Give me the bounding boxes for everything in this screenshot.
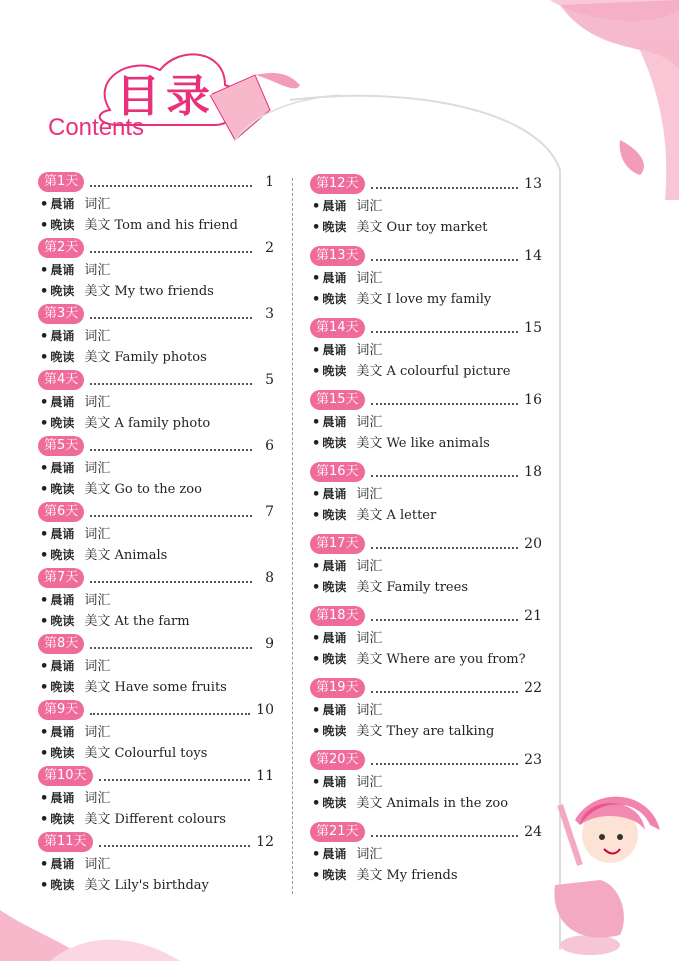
- morning-line: • 晨诵 词汇: [312, 199, 383, 214]
- dot-leader: [371, 473, 519, 477]
- essay-title: A family photo: [114, 416, 211, 431]
- essay-title: At the farm: [114, 614, 190, 629]
- evening-line: • 晚读 美文 Family photos: [40, 350, 207, 365]
- evening-line: • 晚读 美文 Go to the zoo: [40, 482, 202, 497]
- page-number: 10: [256, 702, 274, 718]
- morning-line: • 晨诵 词汇: [40, 659, 111, 674]
- toc-entry[interactable]: [38, 170, 274, 236]
- evening-line: • 晚读 美文 Different colours: [40, 812, 226, 827]
- dot-leader: [99, 777, 251, 781]
- toc-entry[interactable]: [38, 368, 274, 434]
- evening-line: • 晚读 美文 My friends: [312, 868, 458, 883]
- dot-leader: [371, 185, 519, 189]
- dot-leader: [371, 689, 519, 693]
- dot-leader: [90, 513, 252, 517]
- dot-leader: [90, 645, 252, 649]
- essay-title: Where are you from?: [386, 652, 526, 667]
- morning-line: • 晨诵 词汇: [40, 329, 111, 344]
- essay-title: We like animals: [386, 436, 490, 451]
- essay-title: Colourful toys: [114, 746, 208, 761]
- toc-entry[interactable]: [310, 172, 542, 238]
- evening-line: • 晚读 美文 Have some fruits: [40, 680, 227, 695]
- page-number: 7: [265, 504, 274, 520]
- dot-leader: [371, 545, 519, 549]
- page-number: 23: [524, 752, 542, 768]
- page-number: 9: [265, 636, 274, 652]
- toc-entry[interactable]: [38, 302, 274, 368]
- day-badge: 第13天: [310, 246, 365, 266]
- dot-leader: [90, 447, 252, 451]
- page-number: 11: [256, 768, 274, 784]
- evening-line: • 晚读 美文 Animals: [40, 548, 168, 563]
- morning-line: • 晨诵 词汇: [40, 857, 111, 872]
- toc-entry[interactable]: [310, 604, 542, 670]
- essay-title: Animals in the zoo: [386, 796, 509, 811]
- dot-leader: [371, 257, 519, 261]
- toc-entry[interactable]: [38, 566, 274, 632]
- page-number: 14: [524, 248, 542, 264]
- dot-leader: [371, 329, 519, 333]
- day-badge: 第8天: [38, 634, 84, 654]
- essay-title: Family photos: [114, 350, 207, 365]
- essay-title: My friends: [386, 868, 458, 883]
- morning-line: • 晨诵 词汇: [312, 775, 383, 790]
- toc-entry[interactable]: [38, 500, 274, 566]
- page-number: 16: [524, 392, 542, 408]
- girl-illustration: [520, 785, 679, 961]
- page-title-english: Contents: [48, 114, 145, 141]
- morning-line: • 晨诵 词汇: [40, 197, 111, 212]
- evening-line: • 晚读 美文 Tom and his friend: [40, 218, 238, 233]
- day-badge: 第21天: [310, 822, 365, 842]
- morning-line: • 晨诵 词汇: [40, 593, 111, 608]
- toc-entry[interactable]: [310, 676, 542, 742]
- toc-entry[interactable]: [310, 748, 542, 814]
- morning-line: • 晨诵 词汇: [40, 527, 111, 542]
- page-number: 18: [524, 464, 542, 480]
- essay-title: I love my family: [386, 292, 492, 307]
- day-badge: 第17天: [310, 534, 365, 554]
- page-number: 12: [256, 834, 274, 850]
- dot-leader: [99, 843, 251, 847]
- day-badge: 第9天: [38, 700, 84, 720]
- evening-line: • 晚读 美文 I love my family: [312, 292, 492, 307]
- day-badge: 第4天: [38, 370, 84, 390]
- day-badge: 第14天: [310, 318, 365, 338]
- essay-title: Family trees: [386, 580, 468, 595]
- page-number: 22: [524, 680, 542, 696]
- evening-line: • 晚读 美文 Our toy market: [312, 220, 488, 235]
- toc-entry[interactable]: [310, 388, 542, 454]
- toc-left-column: [38, 170, 274, 896]
- page-number: 6: [265, 438, 274, 454]
- essay-title: They are talking: [386, 724, 495, 739]
- morning-line: • 晨诵 词汇: [40, 263, 111, 278]
- day-badge: 第10天: [38, 766, 93, 786]
- morning-line: • 晨诵 词汇: [312, 703, 383, 718]
- dot-leader: [90, 381, 252, 385]
- dot-leader: [371, 761, 519, 765]
- morning-line: • 晨诵 词汇: [40, 461, 111, 476]
- evening-line: • 晚读 美文 At the farm: [40, 614, 190, 629]
- morning-line: • 晨诵 词汇: [312, 631, 383, 646]
- essay-title: Tom and his friend: [114, 218, 238, 233]
- column-divider: [292, 178, 293, 894]
- essay-title: A colourful picture: [386, 364, 511, 379]
- toc-entry[interactable]: [310, 820, 542, 886]
- dot-leader: [371, 401, 519, 405]
- evening-line: • 晚读 美文 We like animals: [312, 436, 490, 451]
- toc-entry[interactable]: [310, 532, 542, 598]
- day-badge: 第7天: [38, 568, 84, 588]
- evening-line: • 晚读 美文 Family trees: [312, 580, 468, 595]
- toc-entry[interactable]: [38, 632, 274, 698]
- essay-title: A letter: [386, 508, 437, 523]
- dot-leader: [90, 315, 252, 319]
- toc-right-column: [310, 172, 542, 892]
- evening-line: • 晚读 美文 Colourful toys: [40, 746, 208, 761]
- evening-line: • 晚读 美文 My two friends: [40, 284, 214, 299]
- page-number: 15: [524, 320, 542, 336]
- evening-line: • 晚读 美文 A letter: [312, 508, 437, 523]
- page-number: 24: [524, 824, 542, 840]
- day-badge: 第20天: [310, 750, 365, 770]
- day-badge: 第5天: [38, 436, 84, 456]
- morning-line: • 晨诵 词汇: [40, 395, 111, 410]
- day-badge: 第19天: [310, 678, 365, 698]
- page-number: 8: [265, 570, 274, 586]
- evening-line: • 晚读 美文 A colourful picture: [312, 364, 511, 379]
- day-badge: 第11天: [38, 832, 93, 852]
- toc-entry[interactable]: [38, 764, 274, 830]
- page-number: 20: [524, 536, 542, 552]
- evening-line: • 晚读 美文 Animals in the zoo: [312, 796, 509, 811]
- essay-title: Our toy market: [386, 220, 488, 235]
- essay-title: Lily's birthday: [114, 878, 209, 893]
- morning-line: • 晨诵 词汇: [312, 487, 383, 502]
- bottom-left-leaf-decoration: [0, 890, 200, 961]
- morning-line: • 晨诵 词汇: [312, 847, 383, 862]
- dot-leader: [90, 249, 252, 253]
- toc-entry[interactable]: [38, 236, 274, 302]
- essay-title: Have some fruits: [114, 680, 227, 695]
- morning-line: • 晨诵 词汇: [312, 343, 383, 358]
- day-badge: 第15天: [310, 390, 365, 410]
- day-badge: 第6天: [38, 502, 84, 522]
- essay-title: Animals: [114, 548, 168, 563]
- evening-line: • 晚读 美文 A family photo: [40, 416, 211, 431]
- morning-line: • 晨诵 词汇: [40, 725, 111, 740]
- essay-title: My two friends: [114, 284, 214, 299]
- toc-entry[interactable]: [38, 434, 274, 500]
- toc-entry[interactable]: [38, 698, 274, 764]
- morning-line: • 晨诵 词汇: [312, 559, 383, 574]
- essay-title: Go to the zoo: [114, 482, 202, 497]
- page-number: 1: [265, 174, 274, 190]
- page-number: 2: [265, 240, 274, 256]
- dot-leader: [90, 711, 250, 715]
- toc-entry[interactable]: [310, 460, 542, 526]
- page-title-chinese: 目录: [116, 71, 216, 122]
- morning-line: • 晨诵 词汇: [40, 791, 111, 806]
- page-number: 3: [265, 306, 274, 322]
- toc-entry[interactable]: [310, 244, 542, 310]
- dot-leader: [371, 617, 519, 621]
- page-number: 5: [265, 372, 274, 388]
- morning-line: • 晨诵 词汇: [312, 415, 383, 430]
- day-badge: 第18天: [310, 606, 365, 626]
- day-badge: 第3天: [38, 304, 84, 324]
- dot-leader: [371, 833, 519, 837]
- evening-line: • 晚读 美文 Where are you from?: [312, 652, 526, 667]
- toc-entry[interactable]: [310, 316, 542, 382]
- day-badge: 第12天: [310, 174, 365, 194]
- page-number: 13: [524, 176, 542, 192]
- morning-line: • 晨诵 词汇: [312, 271, 383, 286]
- essay-title: Different colours: [114, 812, 226, 827]
- day-badge: 第16天: [310, 462, 365, 482]
- dot-leader: [90, 579, 252, 583]
- evening-line: • 晚读 美文 They are talking: [312, 724, 495, 739]
- dot-leader: [90, 183, 252, 187]
- page-number: 21: [524, 608, 542, 624]
- day-badge: 第2天: [38, 238, 84, 258]
- day-badge: 第1天: [38, 172, 84, 192]
- toc-entry[interactable]: [38, 830, 274, 896]
- evening-line: • 晚读 美文 Lily's birthday: [40, 878, 209, 893]
